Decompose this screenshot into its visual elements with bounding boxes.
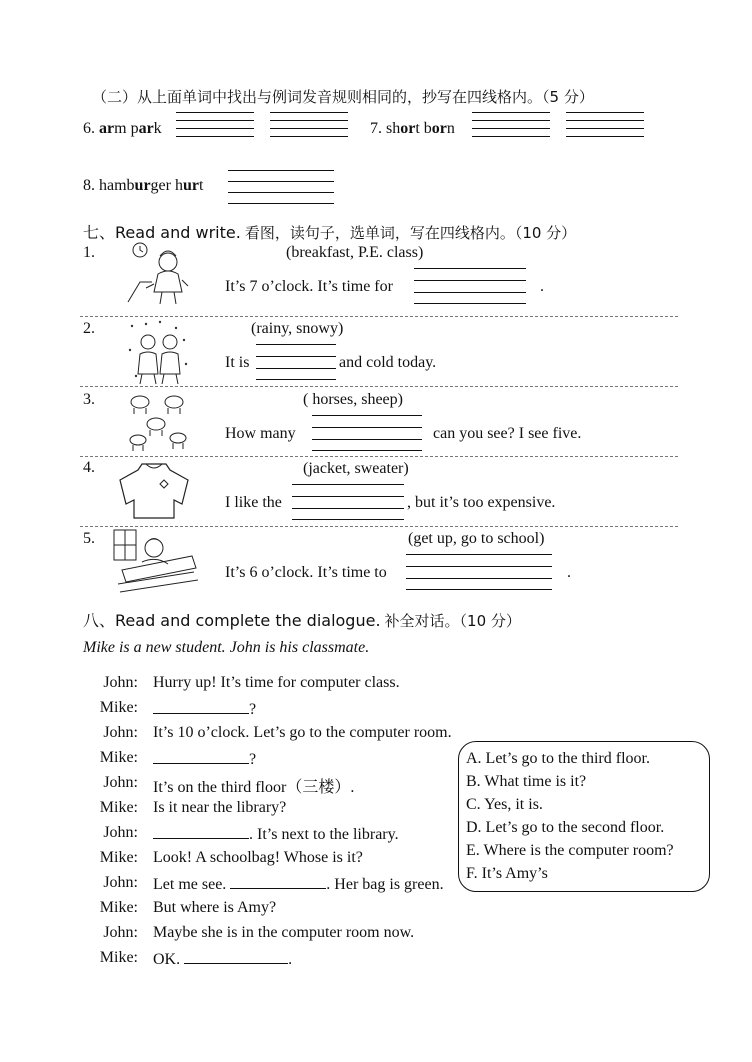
q8-writing-grid[interactable] — [228, 170, 334, 204]
option-f: F. It’s Amy’s — [466, 865, 548, 882]
q6-writing-grid-1[interactable] — [176, 112, 254, 138]
answer-blank-1[interactable] — [153, 699, 249, 714]
item2-number: 2. — [83, 320, 95, 337]
option-c: C. Yes, it is. — [466, 796, 543, 813]
item5-options: (get up, go to school) — [408, 530, 545, 547]
item1-number: 1. — [83, 244, 95, 261]
answer-blank-3[interactable] — [153, 824, 249, 839]
item5-number: 5. — [83, 530, 95, 547]
option-a: A. Let’s go to the third floor. — [466, 750, 650, 767]
item4-writing-grid[interactable] — [292, 484, 404, 520]
q6-writing-grid-2[interactable] — [270, 112, 348, 138]
q7-words: 7. short born — [370, 120, 455, 137]
item2-sentence-end: and cold today. — [339, 354, 437, 371]
snowy-kids-icon — [126, 320, 190, 386]
answer-blank-2[interactable] — [153, 749, 249, 764]
item4-options: (jacket, sweater) — [303, 460, 409, 477]
divider — [80, 526, 678, 527]
item1-options: (breakfast, P.E. class) — [286, 244, 424, 261]
item3-options: ( horses, sheep) — [303, 391, 403, 408]
item5-writing-grid[interactable] — [406, 554, 552, 590]
item3-writing-grid[interactable] — [312, 415, 422, 451]
item5-sentence-start: It’s 6 o’clock. It’s time to — [225, 564, 387, 581]
divider — [80, 386, 678, 387]
item2-sentence-start: It is — [225, 354, 250, 371]
option-d: D. Let’s go to the second floor. — [466, 819, 665, 836]
dialogue-intro: Mike is a new student. John is his classmate. — [83, 639, 370, 656]
item1-sentence-end: . — [540, 278, 544, 295]
answer-blank-5[interactable] — [184, 949, 288, 964]
sweater-icon — [116, 460, 192, 520]
item2-writing-grid[interactable] — [256, 344, 336, 380]
item2-options: (rainy, snowy) — [251, 320, 344, 337]
item4-sentence-end: , but it’s too expensive. — [407, 494, 556, 511]
divider — [80, 456, 678, 457]
option-b: B. What time is it? — [466, 773, 587, 790]
item4-number: 4. — [83, 459, 95, 476]
item1-writing-grid[interactable] — [414, 268, 526, 304]
clock-boy-icon — [126, 240, 190, 308]
item3-sentence-start: How many — [225, 425, 296, 442]
q6-words: 6. arm park — [83, 120, 162, 137]
option-e: E. Where is the computer room? — [466, 842, 674, 859]
item3-number: 3. — [83, 391, 95, 408]
q7-writing-grid-1[interactable] — [472, 112, 550, 138]
section7-heading: 七、Read and write. 看图，读句子，选单词，写在四线格内。（10 分） — [83, 223, 577, 242]
sheep-icon — [126, 390, 192, 454]
answer-blank-4[interactable] — [230, 874, 326, 889]
item4-sentence-start: I like the — [225, 494, 282, 511]
item3-sentence-end: can you see? I see five. — [433, 425, 582, 442]
bed-boy-icon — [112, 528, 198, 596]
item5-sentence-end: . — [567, 564, 571, 581]
item1-sentence-start: It’s 7 o’clock. It’s time for — [225, 278, 393, 295]
section8-heading: 八、Read and complete the dialogue. 补全对话。（10 分） — [83, 611, 521, 630]
q7-writing-grid-2[interactable] — [566, 112, 644, 138]
q8-words: 8. hamburger hurt — [83, 177, 204, 194]
part2-heading: （二）从上面单词中找出与例词发音规则相同的，抄写在四线格内。（5 分） — [92, 88, 594, 106]
divider — [80, 316, 678, 317]
